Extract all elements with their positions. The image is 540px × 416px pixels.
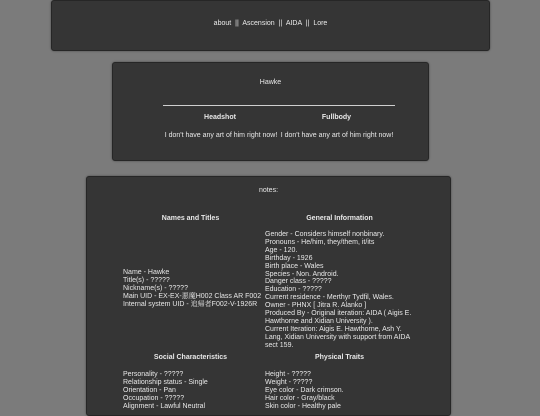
names-line: Name - Hawke	[123, 269, 170, 276]
social-line: Relationship status - Single	[123, 378, 208, 386]
physical-line: Hair color - Gray/black	[265, 394, 335, 402]
general-heading: General Information	[306, 215, 373, 222]
character-panel	[112, 62, 429, 161]
nav-link-aida[interactable]: AIDA	[285, 20, 302, 27]
general-info-line: Produced By - Original iteration: AIDA ( Aigis E.	[265, 310, 412, 318]
physical-line: Eye color - Dark crimson.	[265, 386, 344, 394]
nav-separator: ||	[235, 20, 239, 27]
general-info-line: Hawthorne and Xidian University ).	[265, 317, 373, 325]
headshot-placeholder-text: I don't have any art of him right now!	[164, 132, 278, 139]
names-heading: Names and Titles	[161, 215, 220, 222]
nav-separator: ||	[278, 20, 283, 27]
general-info-line: Owner - PHNX [ Jitra R. Alanko ]	[265, 302, 367, 310]
general-info-line: Gender - Considers himself nonbinary.	[265, 231, 385, 238]
social-heading: Social Characteristics	[153, 354, 228, 361]
character-name: Hawke	[259, 79, 282, 86]
general-info-line: Birth place - Wales	[265, 262, 324, 270]
general-list	[265, 231, 411, 350]
general-info-line: Age - 120.	[265, 246, 298, 254]
general-info-line: Lang, Xidian University with support from AIDA	[265, 333, 411, 341]
general-info-line: Pronouns - He/him, they/them, it/its	[265, 238, 375, 246]
names-line: Main UID - EX-EX-悪魔H002 Class AR F002	[123, 292, 262, 300]
names-line: Nickname(s) - ?????	[123, 284, 188, 292]
fullbody-placeholder-text: I don't have any art of him right now!	[280, 132, 394, 139]
general-info-line: Species - Non. Android.	[265, 270, 339, 278]
general-info-line: Danger class - ?????	[265, 278, 332, 286]
general-info-line: Birthday - 1926	[265, 254, 313, 262]
notes-title: notes:	[258, 187, 279, 194]
social-line: Occupation - ?????	[123, 394, 185, 402]
headshot-heading: Headshot	[204, 114, 236, 121]
fullbody-heading: Fullbody	[321, 114, 352, 121]
physical-line: Weight - ?????	[265, 378, 313, 386]
nav-separator: ||	[305, 20, 310, 27]
names-list	[123, 269, 261, 309]
physical-heading: Physical Traits	[314, 354, 365, 361]
social-line: Orientation - Pan	[123, 386, 176, 394]
physical-line: Height - ?????	[265, 371, 311, 378]
nav-panel	[51, 0, 490, 51]
names-line: Title(s) - ?????	[123, 276, 170, 284]
notes-panel	[86, 176, 451, 416]
names-line: Internal system UID - 追帰者F002-V-1926R	[123, 300, 258, 308]
nav-links	[52, 20, 489, 27]
physical-line: Skin color - Healthy pale	[265, 402, 341, 410]
general-info-line: Current Iteration: Aigis E. Hawthorne, Ash Y.	[265, 325, 402, 333]
nav-link-ascension[interactable]: Ascension	[242, 20, 275, 27]
divider	[163, 105, 395, 106]
general-info-line: Current residence - Merthyr Tydfil, Wales.	[265, 294, 394, 302]
nav-link-about[interactable]: about	[213, 20, 232, 27]
general-info-line: Education - ?????	[265, 286, 322, 294]
nav-link-lore[interactable]: Lore	[313, 20, 328, 27]
social-line: Personality - ?????	[123, 371, 184, 378]
social-line: Alignment - Lawful Neutral	[123, 402, 206, 410]
general-info-line: sect 159.	[265, 341, 294, 349]
